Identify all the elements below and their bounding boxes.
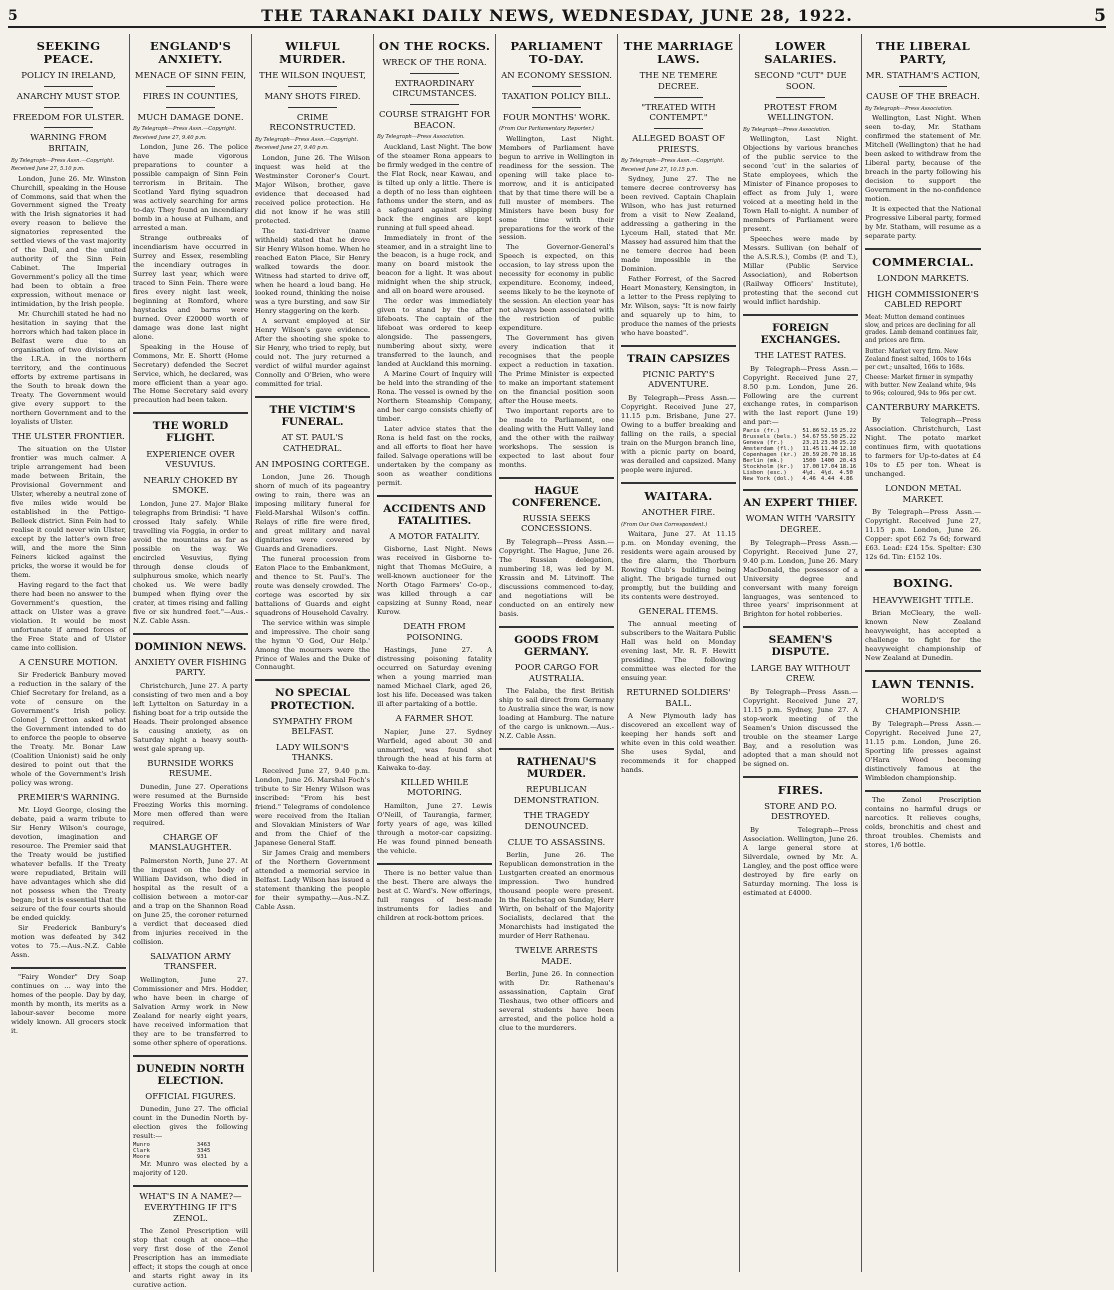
fx-place: Brussels (bels.) [743,434,797,441]
subheading: GENERAL ITEMS. [638,606,719,617]
subheading: RUSSIA SEEKS CONCESSIONS. [520,513,593,535]
fx-rate: 1500 [802,458,816,465]
subheading: WORLD'S CHAMPIONSHIP. [885,696,961,717]
subheading: THE WILSON INQUEST, [259,71,366,82]
article-paragraph: London, June 26. The police have made vigorous preparations to counter a possible campaign of Sinn Fein terrorism in Britain. The Scotland Yard flying squadron was actively searching for arms to-day. They found an incendiary bomb in a house at Fulham, and arrested a man. [133,143,248,233]
subheading: WARNING FROM BRITAIN, [30,133,107,154]
subheading: EXPERIENCE OVER VESUVIUS. [146,449,235,471]
fx-place: Stockholm (kr.) [743,464,794,471]
headline: HAGUE CONFERENCE. [512,484,601,509]
article-paragraph: Speaking in the House of Commons, Mr. E. Shortt (Home Secretary) defended the Secret Service, which, he declared, was more efficient than a year ago. The Home Secretary said every precaution had been taken. [133,342,248,405]
article-paragraph: Dunedin, June 27. The official count in the Dunedin North by-election gives the following result:— [133,1105,248,1141]
subheading: TWELVE ARRESTS MADE. [515,945,598,967]
vote-count: 3463 [196,1142,211,1149]
advertisement-text: The Zenol Prescription contains no harmful drugs or narcotics. It relieves coughs, colds, bronchitis and chest and throat troubles. Chemists and stores, 1/6 bottle. [865,796,981,850]
headline: NO SPECIAL PROTECTION. [270,687,355,712]
market-report: Meat: Mutton demand continues slow, and prices are declining for all grades. Lamb demand continues fair, and prices are firm. [865,313,979,345]
section-rule [499,748,614,750]
subheading: A FARMER SHOT. [395,714,474,725]
article-paragraph: By Telegraph—Press Assn.—Copyright. Received June 27, 11.15 p.m. London, June 26. Copper: spot £62 7s 6d; forward £63. Lead: £24 15s. Spelter: £30 12s 6d. Tin: £152 10s. [865,508,981,562]
fx-place: Copenhagen (kr.) [743,452,797,459]
fx-par: 25.22 [839,434,857,441]
fx-par: 25.22 [839,440,857,447]
divider [654,97,702,98]
subheading: THE LATEST RATES. [754,350,847,361]
dateline: By Telegraph—Press Assn.—Copyright. [133,126,237,133]
article-paragraph: Gisborne, Last Night. News was received in Gisborne to-night that Thomas McGuire, a well-known auctioneer for the North Otago Farmers' Co-op., was killed through a car capsizing at Sunny Road, near Kurow. [377,545,492,617]
divider [288,107,336,108]
column-5 [496,34,618,1272]
article-paragraph: The Falaba, the first British ship to sail direct from Germany to Australia since the war, is now loading at Hamburg. The nature of the cargo is unknown.—Aus.-N.Z. Cable Assn. [499,687,614,740]
dateline: (From Our Parliamentary Reporter.) [499,126,594,133]
article-paragraph: Sir James Craig and members of the Northern Government attended a memorial service in Belfast. Lady Wilson has issued a statement thanking the people for their sympathy.—Aus.-N.Z. Cable Assn. [255,848,370,911]
fx-rate: 20.59 [802,452,820,459]
page-number: 5 [1094,6,1106,26]
subheading: CHARGE OF MANSLAUGHTER. [149,832,232,854]
subheading: AN IMPOSING CORTEGE. [255,459,370,470]
subheading: PROTEST FROM WELLINGTON. [763,102,838,124]
article-paragraph: A servant employed at Sir Henry Wilson's gave evidence. After the shooting she spoke to Sir Henry, who tried to reply, but could not. The jury returned a verdict of wilful murder against Connolly and O'Brien, who were committed for trial. [255,317,370,389]
dateline: By Telegraph—Press Association. [377,134,465,141]
exchange-rates-table [743,428,858,482]
section-rule [499,477,614,479]
headline: GOODS FROM GERMANY. [514,633,599,658]
article-paragraph: Speeches were made by Messrs. Sullivan (on behalf of the A.S.R.S.), Combs (P. and T.), Millar (Public Service Association), and Robertson (Railway Officers' Institute), protesting that the second cut would inflict hardship. [743,235,858,306]
article-paragraph: The taxi-driver (name withheld) stated that he drove Sir Henry Wilson home. When he reached Eaton Place, Sir Henry walked towards the door. Witness had started to drive off, when he heard a loud bang. He looked round, thinking the noise was a tyre bursting, and saw Sir Henry staggering on the kerb. [255,226,370,316]
section-rule [865,670,981,672]
dateline: By Telegraph—Press Association. [865,105,953,112]
fx-rate: 4¼d. [802,470,816,477]
fx-rate: 55.50 [820,434,838,441]
article-paragraph: Immediately in front of the steamer, and in a straight line to the beacon, is a huge rock, and many on board mistook the beacon for a light. It was about midnight when the ship struck, and all on board were aroused. [377,233,492,296]
advertisement-text: The Zenol Prescription will stop that cough at once—the very first dose of the Zenol Prescription has an immediate effect; it stops the cough at once and starts right away in its curative action. [133,1227,248,1289]
section-rule [133,1055,248,1057]
article-paragraph: Sydney, June 27. The ne temere decree controversy has been revived. Captain Chaplain Wilson, who has just returned from a visit to New Zealand, addressing a gathering in the Lyceum Hall, stated that Mr. Massey had assured him that the ne temere decree had been made impossible in the Dominion. [621,175,736,273]
dateline: By Telegraph—Press Assn.—Copyright. [11,157,115,164]
fx-rate: 11.45 [802,446,820,453]
subheading: THE NE TEMERE DECREE. [639,71,718,93]
fx-rate: 52.15 [820,428,838,435]
headline: PARLIAMENT TO-DAY. [510,39,603,67]
divider [44,86,92,87]
column-7 [740,34,862,1272]
headline: ACCIDENTS AND FATALITIES. [383,502,486,527]
subheading: HIGH COMMISSIONER'S CABLED REPORT [867,289,979,311]
dateline: By Telegraph—Press Assn.—Copyright. [621,158,725,165]
subheading: CAUSE OF THE BREACH. [866,92,980,103]
fx-par: 25.22 [839,428,857,435]
subheading: A MOTOR FATALITY. [389,531,480,542]
fx-rate: 17.00 [802,464,820,471]
section-rule [743,626,858,628]
subheading: TAXATION POLICY BILL. [501,92,611,103]
headline: BOXING. [892,576,954,591]
article-paragraph: Two important reports are to be made to Parliament, one dealing with the Hutt Valley land and the other with the railway workshops. The session is expected to last about four months. [499,406,614,469]
headline: AN EXPERT THIEF. [743,497,858,510]
article-paragraph: The annual meeting of subscribers to the Waitara Public Hall was held on Monday evening last, Mr. R. F. Hewitt presiding. The following committee was elected for the ensuing year. [621,620,736,683]
fx-place: Lisbon (esc.) [743,470,787,477]
subheading: BURNSIDE WORKS RESUME. [147,758,234,780]
subheading: LONDON MARKETS. [877,273,969,284]
article-paragraph: The order was immediately given to stand by the after lifeboats. The captain of the lifeboat was ordered to keep alongside. The passengers, numbering about sixty, were transferred to the launch, and landed at Auckland this morning. [377,297,492,369]
article-paragraph: The service within was simple and impressive. The choir sang the hymn 'O God, Our Help.' Among the mourners were the Prince of Wales and the Duke of Connaught. [255,618,370,672]
article-paragraph: Father Forrest, of the Sacred Heart Monastery, Kensington, in a letter to the Press replying to Mr. Wilson, says: "It is now fairly and squarely up to him, to produce the names of the priests who have boasted". [621,274,736,337]
divider [532,107,580,108]
headline: RATHENAU'S MURDER. [516,755,597,780]
article-paragraph: Auckland, Last Night. The bow of the steamer Rona appears to be firmly wedged in the centre of the Flat Rock, near Kawau, and is tilted up only a little. There is a depth of no less than eighteen fathoms under the stern, and as a safeguard against slipping back the engines are kept running at full speed ahead. [377,142,492,232]
article-paragraph: The Governor-General's Speech is expected, on this occasion, to lay stress upon the necessity for economy in public expenditure. Economy, indeed, seems likely to be the keynote of the session. An election year has not always been associated with the restriction of public expenditure. [499,243,614,333]
article-paragraph: By Telegraph—Press Association. Wellington, June 26. A large general store at Silverdale, owned by Mr. A. Langley, and the post office were destroyed by fire early on Saturday morning. The loss is estimated at £4000. [743,825,858,897]
subheading: A CENSURE MOTION. [19,657,118,668]
article-paragraph: Wellington, Last Night. Objections by various branches of the public service to the second 'cut' in the salaries of State employees, which the Minister of Finance proposes to effect as from July 1, were voiced at a meeting held in the Town Hall to-night. A number of members of Parliament were present. [743,135,858,234]
dateline: By Telegraph—Press Association. [743,126,831,133]
subheading: MR. STATHAM'S ACTION, [865,71,981,82]
column-1 [8,34,130,1272]
section-rule [865,248,981,250]
received-line: Received June 27, 5.10 p.m. [11,166,85,173]
headline: SEAMEN'S DISPUTE. [768,634,833,659]
article-paragraph: London, June 26. The Wilson inquest was held at the Westminster Coroner's Court. Major Wilson, brother, gave evidence that deceased had received police protection. He did not know if he was still protected. [255,153,370,225]
section-rule [133,633,248,635]
headline: FIRES. [777,782,824,797]
candidate-name: Munro [133,1142,150,1149]
fx-rate: 20.70 [820,452,838,459]
fx-rate: 4¼d. [820,470,835,477]
fx-rate: 11.44 [820,446,838,453]
subheading: ANXIETY OVER FISHING PARTY. [134,657,247,679]
subheading: LONDON METAL MARKET. [885,484,961,505]
page-number-left: 5 [8,8,18,24]
subheading: STORE AND P.O. DESTROYED. [764,801,837,823]
subheading: POOR CARGO FOR AUSTRALIA. [514,662,599,684]
headline: SEEKING PEACE. [36,39,101,67]
subheading: AN ECONOMY SESSION. [501,71,612,82]
divider [776,97,824,98]
subheading: THE ULSTER FRONTIER. [12,431,125,442]
subheading: DEATH FROM POISONING. [403,622,466,643]
divider [44,107,92,108]
headline: WILFUL MURDER. [279,39,346,67]
subheading: CRIME RECONSTRUCTED. [269,112,356,134]
section-rule [621,482,736,484]
article-paragraph: Brian McCleary, the well-known New Zealand heavyweight, has accepted a challenge to fight for the heavyweight championship of New Zealand at Dunedin. [865,609,981,662]
subheading: WRECK OF THE RONA. [382,58,487,69]
section-rule [133,1185,248,1187]
divider [532,86,580,87]
headline: ENGLAND'S ANXIETY. [149,39,232,67]
article-paragraph: London, June 27. Major Blake telegraphs from Brindisi: "I have crossed Italy safely. While travelling via Foggia, in order to avoid the mountains as far as possible on the way. We encircled Vesuvius, flying through dense clouds of sulphurous smoke, which nearly choked us. We were badly bumped when flying over the crater, at times rising and falling five or six hundred feet."—Aus.-N.Z. Cable Assn. [133,500,248,625]
received-line: Received June 27, 9.40 p.m. [255,145,329,152]
subheading: LARGE BAY WITHOUT CREW. [750,663,851,685]
masthead [8,6,1106,28]
fx-par: 18.16 [839,464,857,471]
article-paragraph: The funeral procession from Eaton Place to the Embankment, and thence to St. Paul's. The route was densely crowded. The cortege was escorted by six battalions of Guards and eight squadrons of Household Cavalry. [255,554,370,617]
article-paragraph: London, June 26. Mr. Winston Churchill, speaking in the House of Commons, said that when the Government signed the Treaty with the Irish signatories it had every reason to believe the signatories represented the settled views of the vast majority of the Dail, and the united authority of the Sinn Fein Cabinet. The Imperial Government's policy all the time had been to obtain a free expression, without menace or intimidation, by the Irish people. [11,174,126,309]
subheading: LADY WILSON'S THANKS. [275,742,350,764]
subheading: REPUBLICAN DEMONSTRATION. [513,785,600,806]
article-paragraph: Berlin, June 26. In connection with Dr. Rathenau's assassination, Captain Graf Tieshaus, two other officers and several students have been arrested, and the police hold a clue to the murderers. [499,970,614,1032]
subheading: ANARCHY MUST STOP. [16,92,121,103]
fx-par: 4.86 [839,476,853,483]
article-paragraph: Palmerston North, June 27. At the inquest on the body of William Davidson, who died in hospital as the result of a collision between a motor-car and a trap on the Shannon Road on June 25, the coroner returned a verdict that deceased died from injuries received in the collision. [133,857,248,946]
column-2 [130,34,252,1289]
article-paragraph: By Telegraph—Press Assn.—Copyright. Received June 27, 8.50 p.m. London, June 26. Following are the current exchange rates, in comparison with the last report (June 19) and par:— [743,364,858,427]
subheading: SECOND "CUT" DUE SOON. [754,71,847,93]
fx-par: 4.50 [839,470,853,477]
candidate-name: Moore [133,1154,150,1161]
fx-place: Amsterdam (fl.) [743,446,794,453]
subheading: CANTERBURY MARKETS. [866,402,980,413]
headline: FOREIGN EXCHANGES. [760,321,841,346]
article-paragraph: The Government has given every indication that it recognises that the people expect a reduction in taxation. The Prime Minister is expected to make an important statement on the financial position soon after the House meets. [499,334,614,405]
article-paragraph: By Telegraph—Press Association. Christchurch, Last Night. The potato market continues firm, with quotations to farmers for Up-to-dates at £4 10s to £5 per ton. Wheat is unchanged. [865,416,981,479]
article-paragraph: By Telegraph—Press Assn.—Copyright. Received June 27, 11.15 p.m. Brisbane, June 27. Owing to a buffer breaking and falling on the rails, a special train on the Murgon branch line, with a picnic party on board, was derailed and capsized. Many people were injured. [621,393,736,474]
subheading: FOUR MONTHS' WORK. [502,112,611,123]
market-report: Cheese: Market firmer in sympathy with butter. New Zealand white, 94s to 96s; coloured, 94s to 96s per cwt. [865,374,977,398]
section-rule [255,679,370,681]
subheading: PREMIER'S WARNING. [17,792,120,803]
column-4 [374,34,496,1272]
headline: THE WORLD FLIGHT. [152,420,229,445]
article-paragraph: Sir Frederick Banbury's motion was defeated by 342 votes to 75.—Aus.-N.Z. Cable Assn. [11,924,126,959]
page-columns [8,34,1106,1289]
market-report: Butter: Market very firm. New Zealand finest salted, 160s to 164s per cwt.; unsalted, 166s to 168s. [865,348,972,371]
byline: (From Our Own Correspondent.) [621,521,708,528]
article-paragraph: A New Plymouth lady has discovered an excellent way of keeping her hands soft and white even in this cold weather. She uses Sydal, and recommends it for chapped hands. [621,712,736,775]
section-rule [255,396,370,398]
advertisement-heading: WHAT'S IN A NAME?—EVERYTHING IF IT'S ZENOL. [139,1192,242,1224]
fx-rate: 51.86 [802,428,820,435]
headline: LAWN TENNIS. [871,676,975,691]
headline: THE LIBERAL PARTY, [875,39,970,67]
fx-par: 20.43 [839,458,857,465]
section-rule [743,776,858,778]
advertisement-text: There is no better value than the best. There are always the best at C. Ward's. New offerings, full ranges of best-made instruments for ladies and children at rock-bottom prices. [377,868,492,922]
article-paragraph: Hastings, June 27. A distressing poisoning fatality occurred on Saturday evening when a young married man named Michael Clark, aged 26, lost his life. Deceased was taken ill after partaking of a bottle. [377,646,492,709]
headline: WAITARA. [644,488,713,503]
subheading: NEARLY CHOKED BY SMOKE. [143,475,238,497]
headline: THE MARRIAGE LAWS. [623,39,734,67]
article-paragraph: Wellington, Last Night. Members of Parliament have begun to arrive in Wellington in readiness for the session. The opening will take place to-morrow, and it is anticipated that by that time there will be a full muster of members. The Ministers have been busy for some time with their preparations for the work of the session. [499,134,614,242]
column-6 [618,34,740,1272]
article-paragraph: Christchurch, June 27. A party consisting of two men and a boy left Lyttelton on Saturday in a fishing boat for a trip outside the Heads. Their prolonged absence is causing anxiety, as on Saturday night a heavy south-west gale sprang up. [133,681,248,753]
subheading: RETURNED SOLDIERS' BALL. [626,688,731,709]
divider [288,86,336,87]
article-paragraph: By Telegraph—Press Assn.—Copyright. Received June 27, 9.40 p.m. London, June 26. Mary MacDonald, the possessor of a University degree and conversant with many foreign languages, was sentenced to three years' imprisonment at Brighton for hotel robberies. [743,538,858,619]
column-8 [862,34,984,1272]
subheading: CLUE TO ASSASSINS. [507,837,606,848]
headline: DOMINION NEWS. [134,640,247,653]
article-paragraph: By Telegraph—Press Assn.—Copyright. Received June 27, 11.15 p.m. Sydney, June 27. A stop-work meeting of the Seamen's Union discussed the trouble on the steamer Large Bay, and a resolution was adopted that a man should not be signed on. [743,687,858,768]
subheading: FIRES IN COUNTIES, [142,92,239,103]
advertisement-text: "Fairy Wonder" Dry Soap continues on ... way into the homes of the people. Day by day, month by month, its merits as a labour-saver become more widely known. All grocers stock it. [11,972,126,1035]
divider [166,107,214,108]
received-line: Received June 27, 10.15 p.m. [621,166,698,173]
fx-rate: 23.30 [820,440,838,447]
article-paragraph: Received June 27, 9.40 p.m. London, June 26. Marshal Foch's tribute to Sir Henry Wilson was inscribed: "From his best friend." Telegrams of condolence were received from the Italian and Slovakian Ministers of War and from the Chief of the Japanese General Staff. [255,767,370,847]
divider [410,73,458,74]
subheading: THE TRAGEDY DENOUNCED. [523,811,590,832]
headline: DUNEDIN NORTH ELECTION. [136,1062,245,1087]
fx-rate: 17.04 [820,464,838,471]
article-paragraph: Wellington, June 27. Commissioner and Mrs. Hodder, who have been in charge of Salvation Army work in New Zealand for nearly eight years, have received information that they are to be transferred to some other sphere of operations. [133,975,248,1047]
fx-rate: 1400 [820,458,835,465]
received-line: Received June 27, 9.40 p.m. [133,134,207,141]
fx-place: Berlin (mk.) [743,458,784,465]
fx-par: 18.16 [839,452,857,459]
section-rule [377,863,492,865]
subheading: MENACE OF SINN FEIN, [134,71,247,82]
article-paragraph: A Marine Court of Inquiry will be held into the stranding of the Rona. The vessel is owned by the Northern Steamship Company, and her cargo consists chiefly of timber. [377,370,492,423]
fx-rate: 54.67 [802,434,820,441]
headline: ON THE ROCKS. [378,39,491,53]
article-paragraph: By Telegraph—Press Assn.—Copyright. The Hague, June 26. The Russian delegation, numbering 18, was led by M. Krassin and M. Litvinoff. The discussions commenced to-day, and negotiations will be conducted on an entirely new basis. [499,538,614,618]
section-rule [865,790,981,792]
article-paragraph: Wellington, Last Night. When seen to-day, Mr. Statham confirmed the statement of Mr. Mitchell (Wellington) that he had been asked to withdraw from the Liberal party, because of the breach in the party following his decision to support the Government in the no-confidence motion. [865,114,981,203]
subheading: FREEDOM FOR ULSTER. [12,112,125,123]
article-paragraph: Having regard to the fact that there had been no answer to the Government's question, the attack on Ulster was a grave violation. It would be most unfortunate if armed forces of the Free State and of Ulster came into collision. [11,580,126,652]
column-3 [252,34,374,1272]
fx-rate: 4.44 [820,476,835,483]
subheading: AT ST. PAUL'S CATHEDRAL. [281,433,344,454]
headline: THE VICTIM'S FUNERAL. [269,404,356,429]
subheading: KILLED WHILE MOTORING. [400,777,469,799]
fx-place: Paris (fr.) [743,428,781,435]
subheading: WOMAN WITH 'VARSITY DEGREE. [745,514,856,536]
subheading: COURSE STRAIGHT FOR BEACON. [379,110,490,131]
section-rule [133,412,248,414]
divider [899,86,948,87]
subheading: SALVATION ARMY TRANSFER. [150,951,231,973]
headline: COMMERCIAL. [872,254,974,269]
article-paragraph: Mr. Churchill stated he had no hesitation in saying that the horrors which had taken place in Belfast were due to an organisation of two divisions of the I.R.A. in the northern territory, and the continuous efforts by extreme partisans in the South to break down the Treaty. The Government would give every support to the northern Government and to the loyalists of Ulster. [11,310,126,426]
divider [44,127,92,128]
subheading: SYMPATHY FROM BELFAST. [272,716,353,738]
subheading: OFFICIAL FIGURES. [145,1091,236,1102]
subheading: HEAVYWEIGHT TITLE. [872,595,974,606]
fx-place: Geneva (fr.) [743,440,784,447]
vote-count: 3345 [196,1148,211,1155]
section-rule [743,489,858,491]
election-results-table [133,1142,248,1160]
section-rule [743,314,858,316]
divider [166,86,214,87]
subheading: POLICY IN IRELAND, [21,71,116,82]
article-paragraph: Waitara, June 27. At 11.15 p.m. on Monday evening, the residents were again aroused by the fire alarm, the Thorburn Rowing Club's building being alight. The brigade turned out promptly, but the building and its contents were destroyed. [621,530,736,601]
headline: TRAIN CAPSIZES [627,352,730,365]
subheading: PICNIC PARTY'S ADVENTURE. [642,369,715,391]
section-rule [11,967,126,969]
subheading: "TREATED WITH CONTEMPT." [641,102,716,124]
article-paragraph: Mr. Lloyd George, closing the debate, paid a warm tribute to Sir Henry Wilson's courage, devotion, imagination and resource. The Premier said that the Treaty would be justified whatever befalls. If the Treaty were repudiated, Britain will have advantages which she did not possess when the Treaty began; but it is essential that the seizure of the four courts should be ended quickly. [11,806,126,923]
article-paragraph: The situation on the Ulster frontier was much calmer. A triple arrangement had been made between Britain, the Provisional Government and Ulster, whereby a neutral zone of five miles wide would be established in the Pettigo-Belleek district. Sinn Fein had to realise it could never win Ulster, except by the latter's own free will, and the more the Sinn Feiners kicked against the pricks, the worse it would be for them. [11,445,127,579]
section-rule [865,569,981,571]
section-rule [377,495,492,497]
fx-par: 12.10 [839,446,857,453]
newspaper-title: THE TARANAKI DAILY NEWS, WEDNESDAY, JUNE 28, 1922. [261,6,853,25]
subheading: EXTRAORDINARY CIRCUMSTANCES. [392,78,477,100]
dateline: By Telegraph—Press Assn.—Copyright. [255,136,359,143]
article-paragraph: Napier, June 27. Sydney Warfield, aged about 30 and unmarried, was found shot through the head at his farm at Kaiwaka to-day. [377,727,492,772]
article-paragraph: By Telegraph—Press Assn.—Copyright. Received June 27, 11.15 p.m. London, June 26. Sporting life presses against O'Hara Wood becoming distinctively famous at the Wimbledon championship. [865,720,981,783]
divider [410,104,458,105]
article-paragraph: Dunedin, June 27. Operations were resumed at the Burnside Freezing Works this morning. More men offered than were required. [133,782,248,827]
article-paragraph: It is expected that the National Progressive Liberal party, formed by Mr. Statham, will resume as a separate party. [865,204,981,240]
subheading: ANOTHER FIRE. [641,507,716,518]
article-paragraph: Strange outbreaks of incendiarism have occurred in Surrey and Essex, resembling the incendiary outrages in Surrey last year, which were traced to Sinn Fein. There were fires every night last week, beginning at Romford, where haystacks and barns were burned. Over £20000 worth of damage was done last night alone. [133,234,248,341]
headline: LOWER SALARIES. [764,39,837,67]
article-paragraph: London, June 26. Though shorn of much of its pageantry owing to rain, there was an imposing military funeral for Field-Marshal Wilson's coffin. Relays of rifle fire were fired, and great military and naval dignitaries were covered by Guards and Grenadiers. [255,473,370,553]
subheading: MANY SHOTS FIRED. [264,92,361,103]
fx-rate: 23.21 [802,440,820,447]
fx-rate: 4.46 [802,476,816,483]
subheading: MUCH DAMAGE DONE. [137,112,244,123]
article-paragraph: Sir Frederick Banbury moved a reduction in the salary of the Chief Secretary for Ireland, as a vote of censure on the Government's Irish policy. Colonel J. Gretton asked what the Government intended to do to enforce the people to observe the Treaty. Mr. Bonar Law (Coalition Unionist) said he only desired to point out that the whole of the Government's Irish policy was wrong. [11,671,126,787]
article-paragraph: Hamilton, June 27. Lewis O'Neill, of Taurangia, farmer, forty years of age, was killed through a motor-car capsizing. He was found pinned beneath the vehicle. [377,801,492,855]
divider [654,128,702,129]
article-paragraph: Berlin, June 26. The Republican demonstration in the Lustgarten created an enormous impression. Two hundred thousand people were present. In the Reichstag on Sunday, Herr Wirth, on behalf of the Majority Socialists, declared that the Monarchists had instigated the murder of Herr Rathenau. [499,851,614,940]
fx-place: New York (dol.) [743,476,794,483]
subheading: ALLEGED BOAST OF PRIESTS. [632,133,725,155]
section-rule [499,626,614,628]
article-paragraph: Mr. Munro was elected by a majority of 120. [133,1160,248,1178]
section-rule [621,345,736,347]
article-paragraph: Later advice states that the Rona is held fast on the rocks, and all efforts to float her have failed. Salvage operations will be undertaken by the company as soon as weather conditions permit. [377,424,492,487]
vote-count: 931 [196,1154,207,1161]
candidate-name: Clark [133,1148,150,1155]
table-row [743,476,858,482]
